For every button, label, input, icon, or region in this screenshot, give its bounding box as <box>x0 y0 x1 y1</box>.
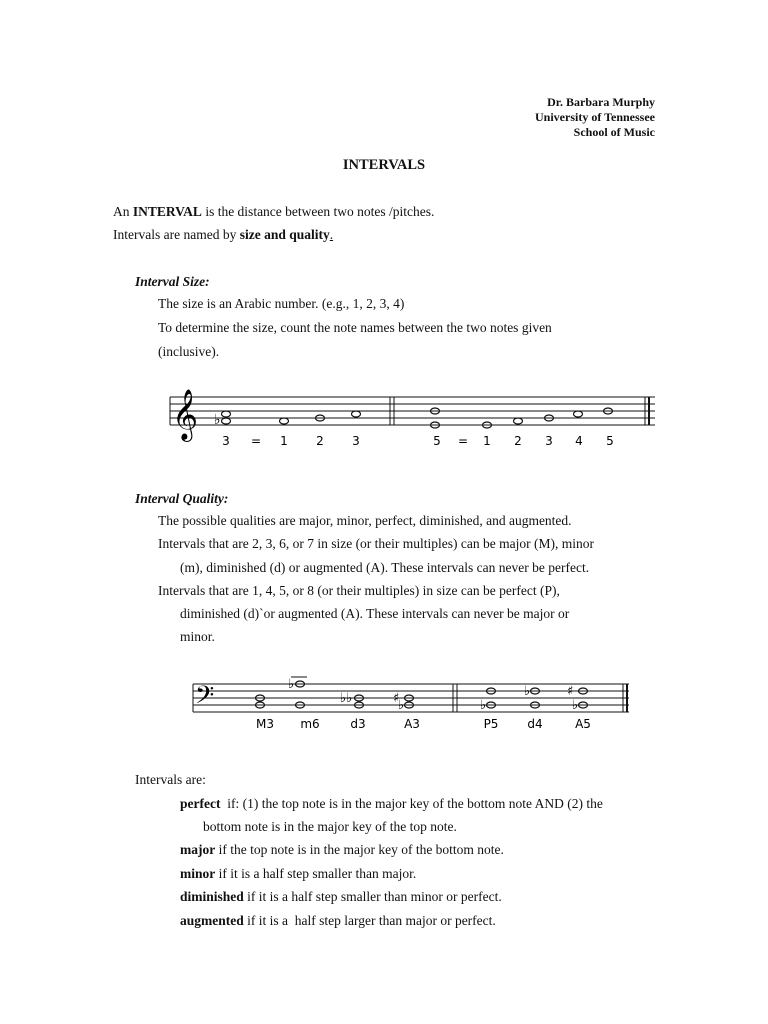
staff1-label: 5 <box>433 434 441 448</box>
staff2-label: A3 <box>404 717 420 731</box>
flat-icon: ♭ <box>572 698 579 713</box>
quality-line-4: Intervals that are 1, 4, 5, or 8 (or their multiples) in size can be perfect (P), <box>158 583 560 598</box>
staff1-label: 3 <box>545 434 553 448</box>
term-diminished: diminished <box>180 889 244 904</box>
staff2-label: d3 <box>350 717 366 731</box>
quality-line-6: minor. <box>180 629 215 644</box>
size-line-1: The size is an Arabic number. (e.g., 1, 2, 3, 4) <box>158 296 405 311</box>
staff-lines <box>193 677 629 712</box>
double-flat-icon: ♭♭ <box>340 691 353 706</box>
size-and-quality-term: size and quality <box>239 227 330 242</box>
note-head <box>352 411 361 417</box>
note-head <box>222 418 231 424</box>
staff2-label: A5 <box>575 717 591 731</box>
flat-icon: ♭ <box>398 698 405 713</box>
intro-line-2: Intervals are named by size and quality. <box>113 227 334 242</box>
school-name: School of Music <box>573 125 655 139</box>
term-perfect: perfect <box>180 796 221 811</box>
note-head <box>280 418 289 424</box>
quality-line-2: Intervals that are 2, 3, 6, or 7 in size (or their multiples) can be major (M), minor <box>158 536 594 551</box>
flat-icon: ♭ <box>288 677 295 692</box>
term-major: major <box>180 842 216 857</box>
term-minor: minor <box>180 866 216 881</box>
size-line-2: To determine the size, count the note names between the two notes given <box>158 320 552 335</box>
note-head <box>222 411 231 417</box>
quality-line-1: The possible qualities are major, minor, perfect, diminished, and augmented. <box>158 513 572 528</box>
bass-clef-icon: 𝄢 <box>195 681 215 716</box>
staff2-label: P5 <box>483 717 499 731</box>
quality-line-3: (m), diminished (d) or augmented (A). These intervals can never be perfect. <box>180 560 590 575</box>
flat-icon: ♭ <box>524 684 531 699</box>
treble-staff-example <box>160 383 660 453</box>
staff1-label: = <box>457 434 469 448</box>
definition-perfect: perfect if: (1) the top note is in the major key of the bottom note AND (2) the <box>180 796 603 811</box>
definition-diminished: diminished if it is a half step smaller than minor or perfect. <box>180 889 502 904</box>
interval-size-heading: Interval Size: <box>135 274 210 289</box>
staff1-label: 1 <box>483 434 491 448</box>
staff1-label: 2 <box>316 434 324 448</box>
note-head <box>574 411 583 417</box>
definitions-intro: Intervals are: <box>135 772 206 787</box>
staff1-label: 5 <box>606 434 614 448</box>
staff1-labels <box>222 434 614 448</box>
sharp-icon: ♯ <box>393 691 400 706</box>
definition-augmented: augmented if it is a half step larger than major or perfect. <box>180 913 496 928</box>
flat-icon: ♭ <box>480 698 487 713</box>
staff1-label: 3 <box>352 434 360 448</box>
quality-line-5: diminished (d)`or augmented (A). These intervals can never be major or <box>180 606 570 621</box>
intro-line-1: An INTERVAL is the distance between two notes /pitches. <box>113 204 435 219</box>
treble-clef-icon: 𝄞 <box>172 389 199 440</box>
definition-perfect-cont: bottom note is in the major key of the top note. <box>203 819 457 834</box>
term-augmented: augmented <box>180 913 244 928</box>
university-name: University of Tennessee <box>535 110 655 124</box>
bass-staff-example <box>185 670 635 735</box>
staff1-label: 1 <box>280 434 288 448</box>
staff2-label: m6 <box>300 717 320 731</box>
staff-lines <box>170 397 655 425</box>
note-head <box>514 418 523 424</box>
staff1-label: 2 <box>514 434 522 448</box>
staff1-label: 4 <box>575 434 583 448</box>
author-name: Dr. Barbara Murphy <box>547 95 655 109</box>
notes-group-2 <box>256 681 588 708</box>
staff1-label: 3 <box>222 434 230 448</box>
definition-major: major if the top note is in the major key of the bottom note. <box>180 842 504 857</box>
flat-icon: ♭ <box>214 412 221 428</box>
page-title: INTERVALS <box>342 157 426 173</box>
definition-minor: minor if it is a half step smaller than major. <box>180 866 417 881</box>
size-line-3: (inclusive). <box>158 344 220 359</box>
interval-quality-heading: Interval Quality: <box>135 491 229 506</box>
staff2-label: M3 <box>256 717 274 731</box>
sharp-icon: ♯ <box>567 684 574 699</box>
staff2-labels <box>256 717 591 731</box>
staff1-label: = <box>250 434 262 448</box>
interval-term: INTERVAL <box>132 204 202 219</box>
staff2-label: d4 <box>527 717 543 731</box>
